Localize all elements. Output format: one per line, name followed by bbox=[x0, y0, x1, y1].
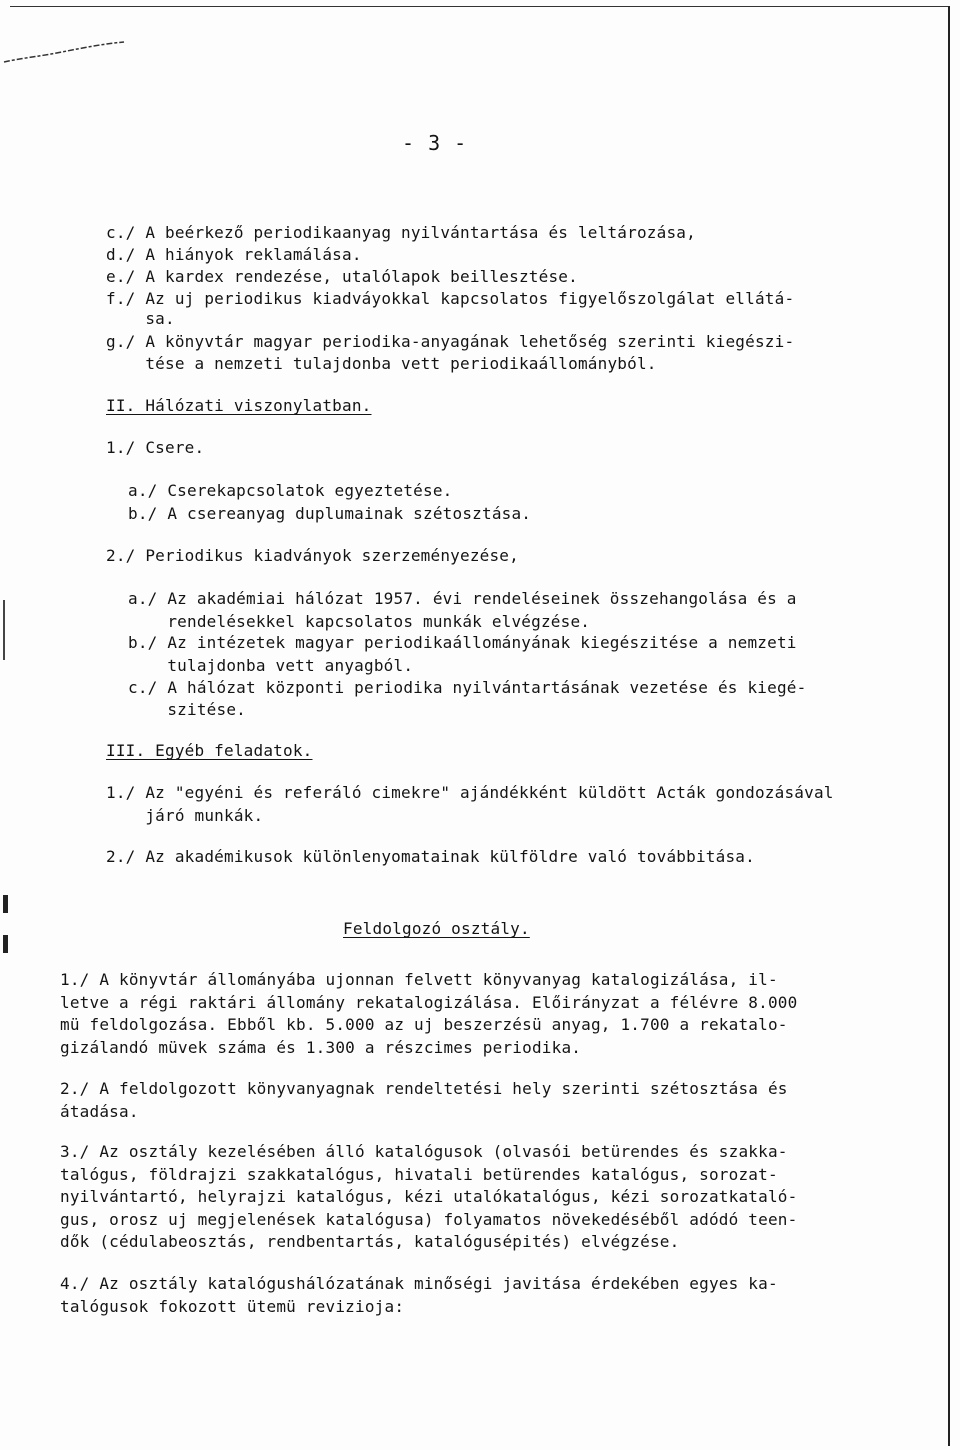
page-top-edge bbox=[10, 6, 950, 7]
text-line: tése a nemzeti tulajdonba vett periodikaállományból. bbox=[106, 354, 657, 373]
page-right-edge bbox=[948, 6, 950, 1446]
text-line: c./ A beérkező periodikaanyag nyilvántartása és leltározása, bbox=[106, 223, 696, 242]
text-line: 2./ Periodikus kiadványok szerzeményezése, bbox=[106, 546, 519, 565]
text-line: talógus, földrajzi szakkatalógus, hivatali betürendes katalógus, sorozat- bbox=[60, 1165, 778, 1184]
section-heading: III. Egyéb feladatok. bbox=[106, 741, 313, 760]
text-line: e./ A kardex rendezése, utalólapok beillesztése. bbox=[106, 267, 578, 286]
department-heading: Feldolgozó osztály. bbox=[343, 919, 530, 938]
text-line: tulajdonba vett anyagból. bbox=[128, 656, 414, 675]
text-line: gus, orosz uj megjelenések katalógusa) folyamatos növekedéséből adódó teen- bbox=[60, 1210, 798, 1229]
page-number: - 3 - bbox=[402, 131, 468, 155]
text-line: d./ A hiányok reklamálása. bbox=[106, 245, 362, 264]
text-line: b./ A csereanyag duplumainak szétosztása. bbox=[128, 504, 532, 523]
scan-smudge-mark bbox=[2, 38, 127, 68]
text-line: 3./ Az osztály kezelésében álló katalógusok (olvasói betürendes és szakka- bbox=[60, 1142, 788, 1161]
text-line: átadása. bbox=[60, 1102, 139, 1121]
text-line: járó munkák. bbox=[106, 806, 264, 825]
text-line: nyilvántartó, helyrajzi katalógus, kézi utalókatalógus, kézi sorozatkataló- bbox=[60, 1187, 798, 1206]
text-line: szitése. bbox=[128, 700, 246, 719]
punch-hole-mark bbox=[3, 895, 8, 913]
text-line: gizálandó müvek száma és 1.300 a részcimes periodika. bbox=[60, 1038, 582, 1057]
text-line: mü feldolgozása. Ebből kb. 5.000 az uj beszerzésü anyag, 1.700 a rekatalo- bbox=[60, 1015, 788, 1034]
scan-left-edge-mark bbox=[3, 600, 5, 660]
text-line: 1./ Az "egyéni és referáló cimekre" ajándékként küldött Acták gondozásával bbox=[106, 783, 834, 802]
text-line: a./ Cserekapcsolatok egyeztetése. bbox=[128, 481, 453, 500]
text-line: f./ Az uj periodikus kiadváyokkal kapcsolatos figyelőszolgálat ellátá- bbox=[106, 289, 795, 308]
punch-hole-mark bbox=[3, 935, 8, 953]
text-line: 2./ Az akadémikusok különlenyomatainak külföldre való továbbitása. bbox=[106, 847, 755, 866]
text-line: b./ Az intézetek magyar periodikaállományának kiegészitése a nemzeti bbox=[128, 633, 797, 652]
text-line: 4./ Az osztály katalógushálózatának minőségi javitása érdekében egyes ka- bbox=[60, 1274, 778, 1293]
text-line: letve a régi raktári állomány rekatalogizálása. Előirányzat a félévre 8.000 bbox=[60, 993, 798, 1012]
text-line: sa. bbox=[106, 309, 175, 328]
text-line: talógusok fokozott ütemü revizioja: bbox=[60, 1297, 405, 1316]
text-line: 2./ A feldolgozott könyvanyagnak rendeltetési hely szerinti szétosztása és bbox=[60, 1079, 788, 1098]
section-heading: II. Hálózati viszonylatban. bbox=[106, 396, 372, 415]
text-line: c./ A hálózat központi periodika nyilvántartásának vezetése és kiegé- bbox=[128, 678, 807, 697]
text-line: 1./ Csere. bbox=[106, 438, 205, 457]
text-line: g./ A könyvtár magyar periodika-anyagának lehetőség szerinti kiegészi- bbox=[106, 332, 795, 351]
text-line: a./ Az akadémiai hálózat 1957. évi rendeléseinek összehangolása és a bbox=[128, 589, 797, 608]
text-line: 1./ A könyvtár állományába ujonnan felvett könyvanyag katalogizálása, il- bbox=[60, 970, 778, 989]
text-line: dők (cédulabeosztás, rendbentartás, katalógusépités) elvégzése. bbox=[60, 1232, 680, 1251]
text-line: rendelésekkel kapcsolatos munkák elvégzése. bbox=[128, 612, 591, 631]
